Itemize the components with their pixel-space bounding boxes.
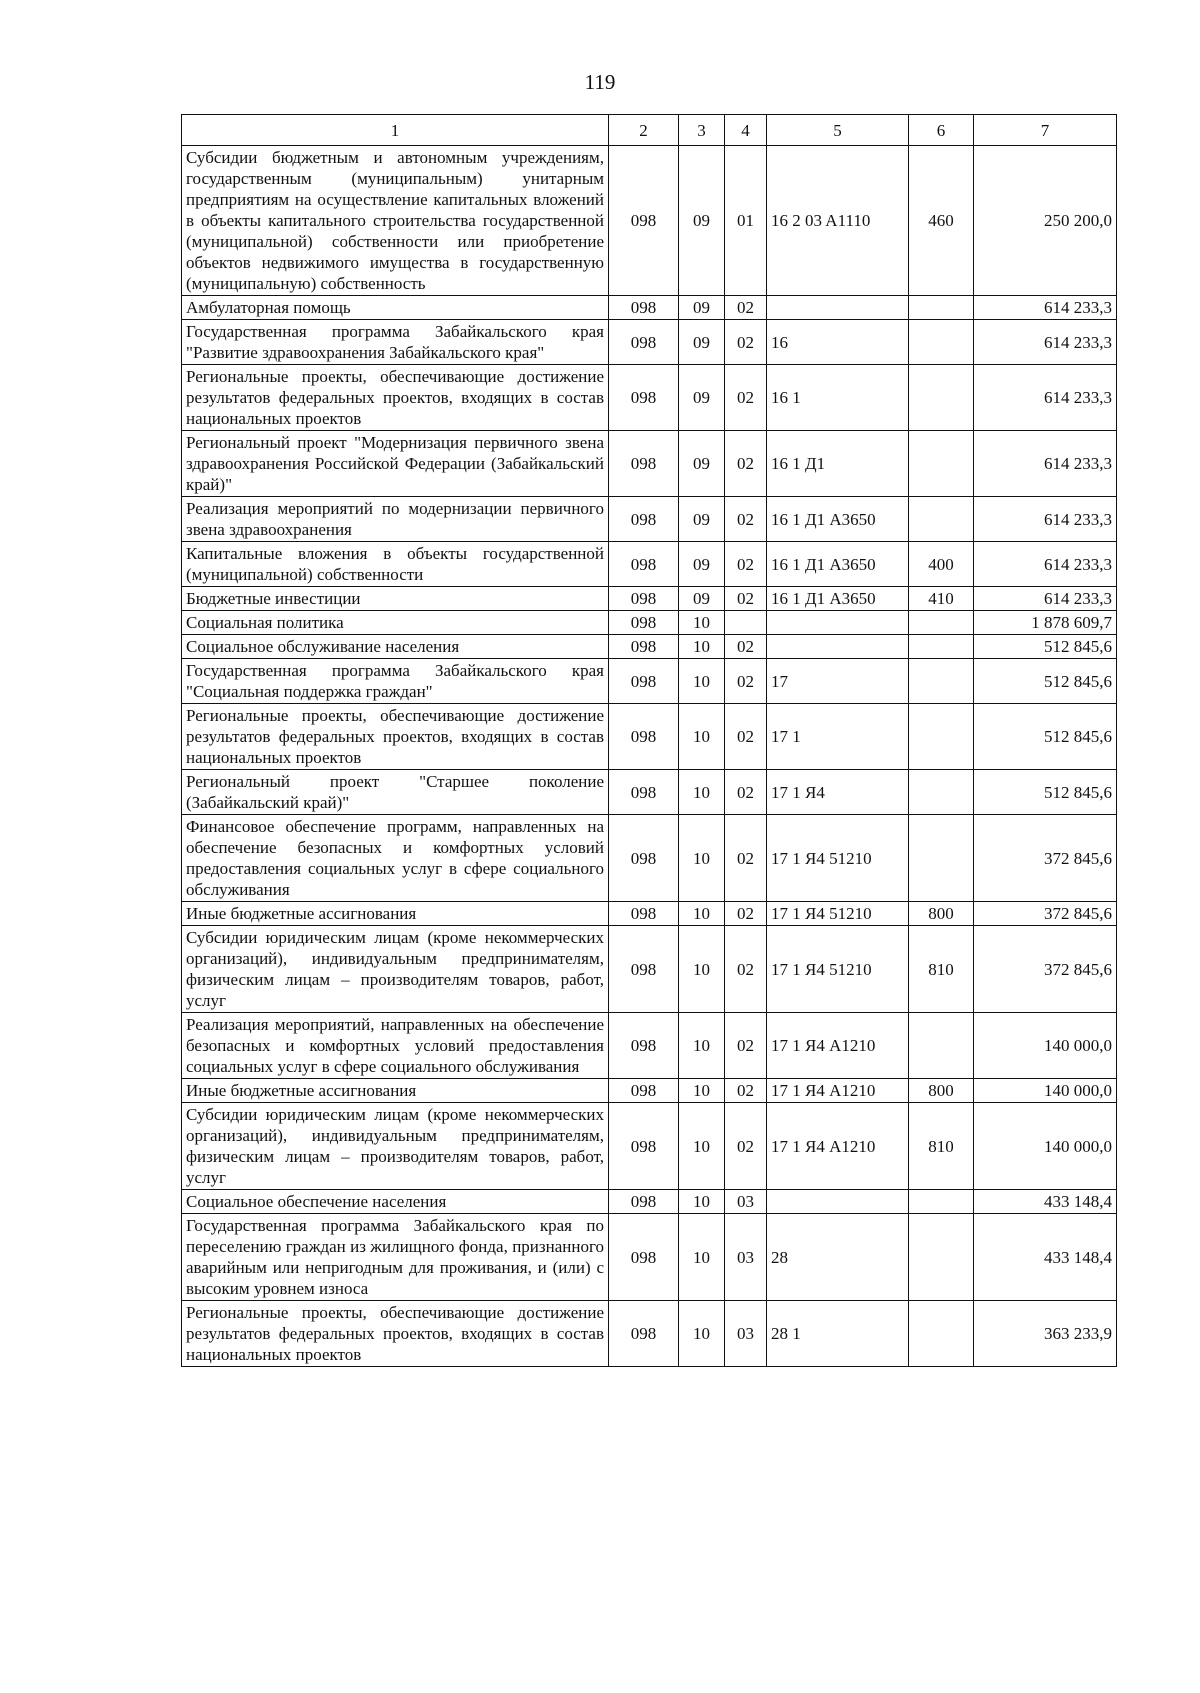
table-row bbox=[182, 1103, 1117, 1190]
item-name: Государственная программа Забайкальского края "Социальная поддержка граждан" bbox=[182, 659, 609, 704]
section-code: 09 bbox=[679, 497, 725, 542]
section-code: 10 bbox=[679, 635, 725, 659]
ministry-code: 098 bbox=[609, 542, 679, 587]
target-article-code bbox=[767, 1190, 909, 1214]
amount: 372 845,6 bbox=[974, 902, 1117, 926]
section-code: 10 bbox=[679, 704, 725, 770]
ministry-code: 098 bbox=[609, 704, 679, 770]
subsection-code: 02 bbox=[725, 320, 767, 365]
table-row bbox=[182, 1214, 1117, 1301]
ministry-code: 098 bbox=[609, 815, 679, 902]
subsection-code: 02 bbox=[725, 815, 767, 902]
section-code: 09 bbox=[679, 320, 725, 365]
table-row bbox=[182, 659, 1117, 704]
ministry-code: 098 bbox=[609, 320, 679, 365]
section-code: 10 bbox=[679, 1013, 725, 1079]
amount: 614 233,3 bbox=[974, 497, 1117, 542]
target-article-code: 17 1 Я4 51210 bbox=[767, 815, 909, 902]
section-code: 10 bbox=[679, 611, 725, 635]
ministry-code: 098 bbox=[609, 296, 679, 320]
amount: 614 233,3 bbox=[974, 542, 1117, 587]
table-row bbox=[182, 365, 1117, 431]
header-col-1: 1 bbox=[182, 115, 609, 146]
expense-type-code bbox=[909, 1214, 974, 1301]
subsection-code: 01 bbox=[725, 146, 767, 296]
expense-type-code bbox=[909, 611, 974, 635]
section-code: 10 bbox=[679, 815, 725, 902]
target-article-code bbox=[767, 296, 909, 320]
amount: 363 233,9 bbox=[974, 1301, 1117, 1367]
subsection-code: 02 bbox=[725, 296, 767, 320]
expense-type-code: 800 bbox=[909, 1079, 974, 1103]
item-name: Государственная программа Забайкальского края "Развитие здравоохранения Забайкальского края" bbox=[182, 320, 609, 365]
expense-type-code: 410 bbox=[909, 587, 974, 611]
section-code: 10 bbox=[679, 1190, 725, 1214]
amount: 614 233,3 bbox=[974, 431, 1117, 497]
section-code: 09 bbox=[679, 146, 725, 296]
table-row bbox=[182, 635, 1117, 659]
expense-type-code: 810 bbox=[909, 926, 974, 1013]
amount: 433 148,4 bbox=[974, 1214, 1117, 1301]
target-article-code: 16 1 Д1 A3650 bbox=[767, 497, 909, 542]
table-row bbox=[182, 431, 1117, 497]
amount: 1 878 609,7 bbox=[974, 611, 1117, 635]
section-code: 10 bbox=[679, 902, 725, 926]
section-code: 09 bbox=[679, 587, 725, 611]
subsection-code: 02 bbox=[725, 926, 767, 1013]
budget-table bbox=[181, 114, 1117, 1367]
amount: 140 000,0 bbox=[974, 1079, 1117, 1103]
item-name: Социальное обеспечение населения bbox=[182, 1190, 609, 1214]
table-row bbox=[182, 815, 1117, 902]
table-row bbox=[182, 926, 1117, 1013]
expense-type-code: 400 bbox=[909, 542, 974, 587]
expense-type-code bbox=[909, 704, 974, 770]
ministry-code: 098 bbox=[609, 365, 679, 431]
target-article-code: 16 1 Д1 bbox=[767, 431, 909, 497]
table-row bbox=[182, 902, 1117, 926]
amount: 433 148,4 bbox=[974, 1190, 1117, 1214]
ministry-code: 098 bbox=[609, 146, 679, 296]
target-article-code: 28 1 bbox=[767, 1301, 909, 1367]
subsection-code: 02 bbox=[725, 704, 767, 770]
amount: 512 845,6 bbox=[974, 770, 1117, 815]
amount: 140 000,0 bbox=[974, 1103, 1117, 1190]
amount: 512 845,6 bbox=[974, 659, 1117, 704]
ministry-code: 098 bbox=[609, 1079, 679, 1103]
section-code: 10 bbox=[679, 659, 725, 704]
item-name: Амбулаторная помощь bbox=[182, 296, 609, 320]
table-row bbox=[182, 587, 1117, 611]
ministry-code: 098 bbox=[609, 902, 679, 926]
item-name: Иные бюджетные ассигнования bbox=[182, 902, 609, 926]
subsection-code: 03 bbox=[725, 1190, 767, 1214]
item-name: Бюджетные инвестиции bbox=[182, 587, 609, 611]
item-name: Региональный проект "Модернизация первичного звена здравоохранения Российской Федерации (Забайкальский край)" bbox=[182, 431, 609, 497]
ministry-code: 098 bbox=[609, 659, 679, 704]
expense-type-code bbox=[909, 659, 974, 704]
item-name: Капитальные вложения в объекты государственной (муниципальной) собственности bbox=[182, 542, 609, 587]
table-body bbox=[182, 146, 1117, 1367]
ministry-code: 098 bbox=[609, 926, 679, 1013]
section-code: 09 bbox=[679, 365, 725, 431]
target-article-code: 16 1 bbox=[767, 365, 909, 431]
item-name: Социальное обслуживание населения bbox=[182, 635, 609, 659]
expense-type-code bbox=[909, 497, 974, 542]
subsection-code: 02 bbox=[725, 365, 767, 431]
target-article-code: 16 2 03 A1110 bbox=[767, 146, 909, 296]
ministry-code: 098 bbox=[609, 1103, 679, 1190]
target-article-code: 16 bbox=[767, 320, 909, 365]
target-article-code: 17 1 Я4 A1210 bbox=[767, 1079, 909, 1103]
table-row bbox=[182, 1013, 1117, 1079]
table-row bbox=[182, 497, 1117, 542]
header-col-3: 3 bbox=[679, 115, 725, 146]
item-name: Реализация мероприятий, направленных на обеспечение безопасных и комфортных условий предоставления социальных услуг в сфере социального обслуживания bbox=[182, 1013, 609, 1079]
ministry-code: 098 bbox=[609, 635, 679, 659]
amount: 614 233,3 bbox=[974, 365, 1117, 431]
amount: 614 233,3 bbox=[974, 320, 1117, 365]
ministry-code: 098 bbox=[609, 587, 679, 611]
expense-type-code: 810 bbox=[909, 1103, 974, 1190]
header-col-4: 4 bbox=[725, 115, 767, 146]
expense-type-code bbox=[909, 320, 974, 365]
amount: 372 845,6 bbox=[974, 815, 1117, 902]
table-row bbox=[182, 770, 1117, 815]
target-article-code: 17 bbox=[767, 659, 909, 704]
section-code: 09 bbox=[679, 296, 725, 320]
subsection-code: 02 bbox=[725, 659, 767, 704]
expense-type-code bbox=[909, 431, 974, 497]
expense-type-code bbox=[909, 296, 974, 320]
table-row bbox=[182, 146, 1117, 296]
subsection-code: 03 bbox=[725, 1301, 767, 1367]
subsection-code: 02 bbox=[725, 902, 767, 926]
subsection-code: 02 bbox=[725, 431, 767, 497]
table-row bbox=[182, 320, 1117, 365]
amount: 614 233,3 bbox=[974, 587, 1117, 611]
target-article-code: 17 1 Я4 A1210 bbox=[767, 1103, 909, 1190]
section-code: 10 bbox=[679, 1301, 725, 1367]
subsection-code: 02 bbox=[725, 770, 767, 815]
item-name: Региональные проекты, обеспечивающие достижение результатов федеральных проектов, входящих в состав национальных проектов bbox=[182, 1301, 609, 1367]
target-article-code: 17 1 Я4 A1210 bbox=[767, 1013, 909, 1079]
subsection-code: 02 bbox=[725, 635, 767, 659]
item-name: Региональный проект "Старшее поколение (Забайкальский край)" bbox=[182, 770, 609, 815]
amount: 372 845,6 bbox=[974, 926, 1117, 1013]
target-article-code: 17 1 Я4 51210 bbox=[767, 902, 909, 926]
subsection-code: 02 bbox=[725, 587, 767, 611]
page-number: 119 bbox=[584, 70, 616, 94]
table-row bbox=[182, 1301, 1117, 1367]
target-article-code: 16 1 Д1 A3650 bbox=[767, 542, 909, 587]
header-col-2: 2 bbox=[609, 115, 679, 146]
target-article-code: 17 1 Я4 bbox=[767, 770, 909, 815]
subsection-code: 02 bbox=[725, 497, 767, 542]
subsection-code bbox=[725, 611, 767, 635]
table-row bbox=[182, 542, 1117, 587]
header-row bbox=[182, 115, 1117, 146]
item-name: Реализация мероприятий по модернизации первичного звена здравоохранения bbox=[182, 497, 609, 542]
expense-type-code bbox=[909, 815, 974, 902]
ministry-code: 098 bbox=[609, 770, 679, 815]
amount: 140 000,0 bbox=[974, 1013, 1117, 1079]
item-name: Субсидии бюджетным и автономным учреждениям, государственным (муниципальным) унитарным предприятиям на осуществление капитальных вложений в объекты капитального строительства государственной (муниципальной) собственности или приобретение объектов недвижимого имущества в государственную (муниципальную) собственность bbox=[182, 146, 609, 296]
amount: 614 233,3 bbox=[974, 296, 1117, 320]
table-row bbox=[182, 704, 1117, 770]
subsection-code: 02 bbox=[725, 542, 767, 587]
ministry-code: 098 bbox=[609, 497, 679, 542]
target-article-code: 17 1 bbox=[767, 704, 909, 770]
target-article-code: 17 1 Я4 51210 bbox=[767, 926, 909, 1013]
amount: 250 200,0 bbox=[974, 146, 1117, 296]
expense-type-code bbox=[909, 1190, 974, 1214]
ministry-code: 098 bbox=[609, 611, 679, 635]
section-code: 09 bbox=[679, 431, 725, 497]
header-col-7: 7 bbox=[974, 115, 1117, 146]
section-code: 10 bbox=[679, 1214, 725, 1301]
item-name: Субсидии юридическим лицам (кроме некоммерческих организаций), индивидуальным предпринимателям, физическим лицам – производителям товаров, работ, услуг bbox=[182, 1103, 609, 1190]
expense-type-code bbox=[909, 635, 974, 659]
expense-type-code bbox=[909, 365, 974, 431]
section-code: 09 bbox=[679, 542, 725, 587]
ministry-code: 098 bbox=[609, 1013, 679, 1079]
ministry-code: 098 bbox=[609, 431, 679, 497]
section-code: 10 bbox=[679, 926, 725, 1013]
header-col-5: 5 bbox=[767, 115, 909, 146]
ministry-code: 098 bbox=[609, 1190, 679, 1214]
item-name: Государственная программа Забайкальского края по переселению граждан из жилищного фонда, признанного аварийным или непригодным для проживания, и (или) с высоким уровнем износа bbox=[182, 1214, 609, 1301]
table-row bbox=[182, 611, 1117, 635]
target-article-code bbox=[767, 611, 909, 635]
item-name: Региональные проекты, обеспечивающие достижение результатов федеральных проектов, входящих в состав национальных проектов bbox=[182, 365, 609, 431]
ministry-code: 098 bbox=[609, 1301, 679, 1367]
section-code: 10 bbox=[679, 770, 725, 815]
expense-type-code: 800 bbox=[909, 902, 974, 926]
amount: 512 845,6 bbox=[974, 635, 1117, 659]
target-article-code: 16 1 Д1 A3650 bbox=[767, 587, 909, 611]
expense-type-code: 460 bbox=[909, 146, 974, 296]
expense-type-code bbox=[909, 770, 974, 815]
section-code: 10 bbox=[679, 1103, 725, 1190]
subsection-code: 03 bbox=[725, 1214, 767, 1301]
target-article-code: 28 bbox=[767, 1214, 909, 1301]
item-name: Иные бюджетные ассигнования bbox=[182, 1079, 609, 1103]
item-name: Субсидии юридическим лицам (кроме некоммерческих организаций), индивидуальным предпринимателям, физическим лицам – производителям товаров, работ, услуг bbox=[182, 926, 609, 1013]
subsection-code: 02 bbox=[725, 1103, 767, 1190]
section-code: 10 bbox=[679, 1079, 725, 1103]
header-col-6: 6 bbox=[909, 115, 974, 146]
item-name: Финансовое обеспечение программ, направленных на обеспечение безопасных и комфортных условий предоставления социальных услуг в сфере социального обслуживания bbox=[182, 815, 609, 902]
ministry-code: 098 bbox=[609, 1214, 679, 1301]
item-name: Социальная политика bbox=[182, 611, 609, 635]
target-article-code bbox=[767, 635, 909, 659]
table-row bbox=[182, 1079, 1117, 1103]
expense-type-code bbox=[909, 1301, 974, 1367]
expense-type-code bbox=[909, 1013, 974, 1079]
item-name: Региональные проекты, обеспечивающие достижение результатов федеральных проектов, входящих в состав национальных проектов bbox=[182, 704, 609, 770]
table-row bbox=[182, 296, 1117, 320]
subsection-code: 02 bbox=[725, 1079, 767, 1103]
subsection-code: 02 bbox=[725, 1013, 767, 1079]
amount: 512 845,6 bbox=[974, 704, 1117, 770]
table-row bbox=[182, 1190, 1117, 1214]
